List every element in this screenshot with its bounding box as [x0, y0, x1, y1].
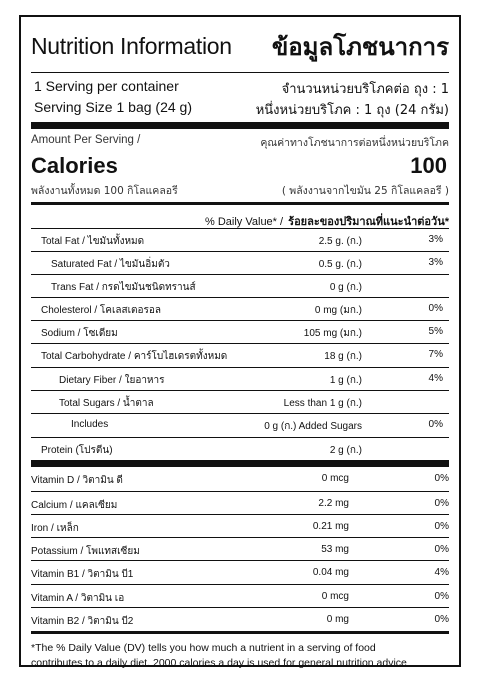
vitamin-row	[31, 607, 449, 631]
nutrient-row	[31, 343, 449, 368]
vitamin-amount: 2.2 mg	[318, 498, 349, 509]
nutrient-amount: Less than 1 g (ก.)	[283, 398, 362, 409]
amount-per-serving	[31, 132, 449, 150]
vitamin-daily-value: 0%	[434, 591, 449, 602]
nutrient-amount: 0 g (ก.)	[329, 282, 362, 293]
vitamin-name: Vitamin B1 / วิตามิน บี1	[31, 569, 134, 580]
label-title	[31, 27, 449, 67]
vitamin-daily-value: 0%	[434, 473, 449, 484]
vitamin-daily-value: 0%	[434, 544, 449, 555]
daily-value-header-th: ร้อยละของปริมาณที่แนะนำต่อวัน*	[288, 216, 449, 228]
calories-row	[31, 151, 449, 179]
nutrient-row	[31, 390, 449, 414]
servings-per-container-th: จำนวนหน่วยบริโภคต่อ ถุง : 1	[281, 82, 449, 97]
nutrient-amount: 18 g (ก.)	[324, 351, 362, 362]
nutrient-name: Dietary Fiber / ใยอาหาร	[59, 375, 165, 386]
nutrient-name: Total Carbohydrate / คาร์โบไฮเดรตทั้งหมด	[41, 351, 228, 362]
vitamin-name: Vitamin B2 / วิตามิน บี2	[31, 616, 134, 627]
vitamin-row	[31, 560, 449, 584]
energy-row	[31, 180, 449, 200]
servings-per-container-en: 1 Serving per container	[34, 78, 179, 94]
vitamin-row	[31, 514, 449, 538]
divider-medium	[31, 631, 449, 634]
vitamin-row	[31, 537, 449, 561]
footnote-line-2: contributes to a daily diet. 2000 calories a day is used for general nutrition advice	[31, 657, 407, 669]
nutrient-name: Cholesterol / โคเลสเตอรอล	[41, 305, 162, 316]
serving-size-en: Serving Size 1 bag (24 g)	[34, 99, 192, 115]
nutrient-name: Total Fat / ไขมันทั้งหมด	[41, 236, 145, 247]
divider-thick	[31, 122, 449, 129]
vitamin-name: Calcium / แคลเซียม	[31, 500, 118, 511]
nutrient-row	[31, 413, 449, 438]
nutrient-amount: 2 g (ก.)	[329, 445, 362, 456]
nutrient-row	[31, 367, 449, 391]
nutrient-daily-value: 3%	[428, 234, 443, 245]
nutrient-name: Protein (โปรตีน)	[41, 445, 113, 456]
vitamin-name: Vitamin D / วิตามิน ดี	[31, 475, 123, 486]
vitamin-row	[31, 467, 449, 490]
nutrient-daily-value: 3%	[428, 257, 443, 268]
energy-total: พลังงานทั้งหมด 100 กิโลแคลอรี	[31, 185, 178, 197]
vitamin-daily-value: 0%	[434, 614, 449, 625]
serving-size	[31, 97, 449, 119]
footnote-line-1: *The % Daily Value (DV) tells you how much a nutrient in a serving of food	[31, 642, 376, 654]
vitamin-daily-value: 4%	[434, 567, 449, 578]
vitamin-amount: 0.04 mg	[312, 567, 349, 578]
divider-thick	[31, 460, 449, 467]
nutrient-daily-value: 0%	[428, 419, 443, 430]
divider	[31, 72, 449, 73]
vitamin-amount: 0.21 mg	[312, 521, 349, 532]
calories-value: 100	[410, 153, 447, 178]
energy-from-fat: ( พลังงานจากไขมัน 25 กิโลแคลอรี )	[281, 185, 449, 197]
vitamin-daily-value: 0%	[434, 498, 449, 509]
nutrient-daily-value: 0%	[428, 303, 443, 314]
amount-per-serving-th: คุณค่าทางโภชนาการต่อหนึ่งหน่วยบริโภค	[260, 137, 449, 149]
footnote	[31, 641, 449, 681]
vitamin-name: Iron / เหล็ก	[31, 523, 79, 534]
vitamin-row	[31, 491, 449, 515]
vitamin-amount: 0 mg	[326, 614, 349, 625]
nutrient-row	[31, 320, 449, 344]
daily-value-header	[31, 206, 449, 228]
vitamin-amount: 0 mcg	[321, 473, 349, 484]
nutrient-amount: 0 g (ก.) Added Sugars	[264, 421, 362, 432]
nutrient-name: Saturated Fat / ไขมันอิ่มตัว	[51, 259, 170, 270]
servings-per-container	[31, 75, 449, 97]
nutrient-row	[31, 251, 449, 275]
vitamin-amount: 0 mcg	[321, 591, 349, 602]
nutrient-amount: 1 g (ก.)	[329, 375, 362, 386]
daily-value-header-en: % Daily Value* /	[205, 216, 284, 228]
amount-per-serving-en: Amount Per Serving /	[31, 134, 141, 146]
nutrient-daily-value: 4%	[428, 373, 443, 384]
nutrient-amount: 2.5 g. (ก.)	[318, 236, 362, 247]
nutrient-name: Includes	[71, 419, 109, 430]
vitamin-amount: 53 mg	[321, 544, 349, 555]
nutrient-name: Trans Fat / กรดไขมันชนิดทรานส์	[51, 282, 196, 293]
vitamin-name: Vitamin A / วิตามิน เอ	[31, 593, 125, 604]
nutrient-row	[31, 437, 449, 461]
calories-label: Calories	[31, 153, 118, 178]
serving-size-th: หนึ่งหน่วยบริโภค : 1 ถุง (24 กรัม)	[255, 103, 449, 118]
nutrient-daily-value: 5%	[428, 326, 443, 337]
divider-medium	[31, 202, 449, 205]
nutrient-row	[31, 228, 449, 252]
nutrient-name: Total Sugars / น้ำตาล	[59, 398, 154, 409]
title-english: Nutrition Information	[31, 33, 232, 59]
title-thai: ข้อมูลโภชนาการ	[271, 33, 449, 61]
nutrient-row	[31, 297, 449, 321]
vitamin-row	[31, 584, 449, 608]
nutrient-amount: 105 mg (มก.)	[303, 328, 362, 339]
nutrient-name: Sodium / โซเดียม	[41, 328, 118, 339]
nutrient-daily-value: 7%	[428, 349, 443, 360]
vitamin-name: Potassium / โพแทสเซียม	[31, 546, 140, 557]
nutrient-row	[31, 274, 449, 298]
nutrient-amount: 0.5 g. (ก.)	[318, 259, 362, 270]
vitamin-daily-value: 0%	[434, 521, 449, 532]
nutrient-amount: 0 mg (มก.)	[314, 305, 362, 316]
nutrition-label	[19, 15, 461, 667]
